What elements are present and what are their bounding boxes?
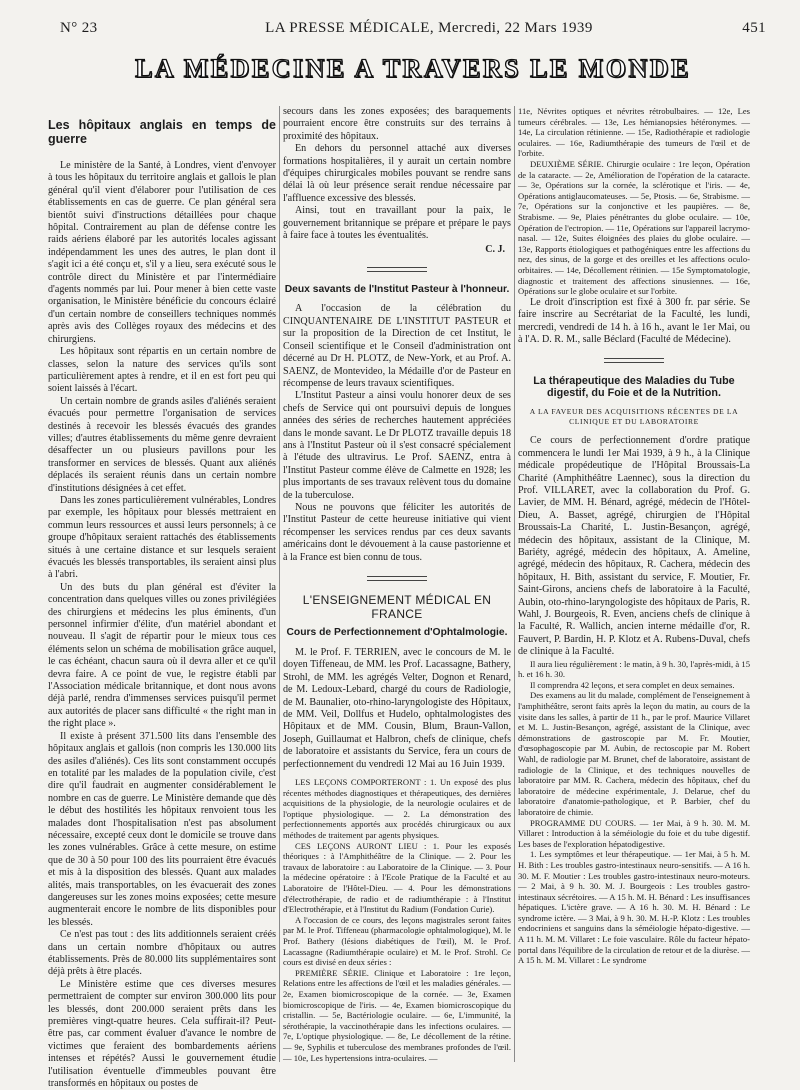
- paragraph: 11e, Névrites optiques et névrites rétrobulbaires. — 12e, Les tumeurs cérébrales. — 13e, Les hémianopsies hétéronymes. — 14e, La circulation rétinienne. — 15e, Radiothérapie et radiologie oculaires. — 16e, Radiumthérapie des tumeurs de l'œil et de l'orbite.: [518, 106, 750, 159]
- paragraph: secours dans les zones exposées; des baraquements pourraient encore être construits sur des terrains à proximité des hôpitaux.: [283, 106, 511, 142]
- paragraph: LES LEÇONS COMPORTERONT : 1. Un exposé des plus récentes méthodes diagnostiques et thérapeutiques, des dernières acquisitions de la physiologie, de la neurologie oculaires et de l'optique physiologique. — 2. La démonstration des perfectionnements apportés aux procédés chirurgicaux ou aux méthodes de traitement par agents physiques.: [283, 777, 511, 841]
- paragraph: Ainsi, tout en travaillant pour la paix, le gouvernement britannique se prépare et prépare le pays à faire face à toutes les éventualités.: [283, 205, 511, 242]
- column-divider: [279, 106, 280, 1062]
- separator: [367, 267, 427, 272]
- article-title: Deux savants de l'Institut Pasteur à l'honneur.: [284, 284, 510, 296]
- small-print-block: [518, 106, 750, 297]
- paragraph: Le droit d'inscription est fixé à 300 fr. par série. Se faire inscrire au Secrétariat de la Faculté, les lundi, mercredi, vendredi de 14 h. à 16 h., avant le 1er Mai, ou à l'A. D. R. M., salle Béclard (Faculté de Médecine).: [518, 296, 750, 345]
- paragraph: Il aura lieu régulièrement : le matin, à 9 h. 30, l'après-midi, à 15 h. et 16 h. 30.: [518, 658, 750, 680]
- article-signature: C. J.: [485, 244, 505, 256]
- paragraph: Dans les zones particulièrement vulnérables, Londres par exemple, les hôpitaux pour blessés mettraient en commun leurs ressources et aussi leurs personnels; à ce groupe d'hôpitaux seraient rattachés des établissements situés à une certaine distance et sur lesquels seraient évacués les blessés transportables, ils seraient ainsi plus à l'abri.: [48, 494, 276, 581]
- paragraph: Les hôpitaux sont répartis en un certain nombre de classes, selon la nature des services qu'ils sont particulièrement aptes à rendre, et il en est fort peu qui soient laissés à l'écart.: [48, 346, 276, 395]
- section-heading: L'ENSEIGNEMENT MÉDICAL EN FRANCE: [302, 593, 492, 621]
- paragraph: L'Institut Pasteur a ainsi voulu honorer deux de ses chefs de Service qui ont poursuivi depuis de longues années des séries de recherches hautement appréciées dans le monde savant. Le Dr PLOTZ travaille depuis 18 ans à l'Institut Pasteur où il s'est consacré spécialement à l'étude des ultravirus. Le Prof. SAENZ, entra à l'Institut Pasteur comme élève de Calmette en 1928; les plus importants de ses travaux relèvent tous du domaine de la tuberculose.: [283, 390, 511, 501]
- paragraph: CES LEÇONS AURONT LIEU : 1. Pour les exposés théoriques : à l'Amphithéâtre de la Clinique. — 2. Pour les travaux de laboratoire : au Laboratoire de la Clinique. — 3. Pour la médecine opératoire : à l'Ecole Pratique de la Faculté et au Laboratoire de l'Hôtel-Dieu. — 4. Pour les démonstrations d'électrothérapie, de radio et de radiumthérapie : à l'Institut d'Electrothérapie, et à l'Institut du Radium (Fondation Curie).: [283, 840, 511, 915]
- column-divider: [514, 106, 515, 1062]
- paragraph: Ce n'est pas tout : des lits additionnels seraient créés dans un certain nombre d'hôpitaux ou autres établissements. Près de 80.000 lits supplémentaires sont déjà prêts à être placés.: [48, 929, 276, 978]
- paragraph: Un des buts du plan général est d'éviter la concentration dans quelques villes ou zones privilégiées des chirurgiens et médecins les plus éminents, d'un personnel infirmier d'élite, d'un matériel abondant et nouveau. Il s'agit de répartir pour le mieux tous ces éléments selon un schéma de mobilisation grâce auquel, le cas échéant, chacun saura où il devra aller et ce qu'il devra faire. A ce point de vue, le registre établi par l'Association médicale britannique, et dont nous avons déjà parlé, rendra d'immenses services puisqu'il permet aux autorités de placer sans difficulté « the right man in the right place ».: [48, 581, 276, 730]
- paragraph: Le ministère de la Santé, à Londres, vient d'envoyer à tous les hôpitaux du territoire anglais et gallois le plan général qu'il vient d'élaborer pour l'utilisation de ces établissements en cas de guerre. Ce plan général sera bientôt suivi d'instructions détaillées pour chaque hôpital. Contrairement au plan de défense contre les raids aériens élaboré par les autorités locales agissant indépendamment les unes des autres, le plan dont il s'agit ici a été conçu et, s'il y a lieu, sera exécuté sous le contrôle direct du Ministère et par l'intermédiaire d'agents nommés par lui. Pour mener à bien cette vaste organisation, le Ministère bénéficie du concours éclairé d'un certain nombre de conseillers techniques nommés après avis des Collèges royaux des médecins et des chirurgiens.: [48, 160, 276, 345]
- paragraph: Il existe à présent 371.500 lits dans l'ensemble des hôpitaux anglais et gallois (non compris les 130.000 lits des asiles d'aliénés). Ces lits sont constamment occupés en totalité par les malades de la population civile, c'est dire qu'il faudrait en augmenter considérablement le nombre en cas de guerre. Le Ministère demande que dès le début des hostilités les hôpitaux renvoient tous les malades dont l'hospitalisation n'est pas absolument nécessaire, excepté ceux dont le domicile se trouve dans les zones vulnérables. Grâce à cette mesure, on estime que de 30 à 50 pour 100 des lits pourraient être évacués et mis à la disposition des blessés. Quant aux malades alités, mais transportables, on les évacuerait des zones dangereuses sur les zones moins exposées; cette mesure augmenterait encore le nombre de lits disponibles pour les blessés.: [48, 730, 276, 928]
- small-print-block: [283, 777, 511, 1063]
- section-banner: LA MÉDECINE A TRAVERS LE MONDE: [135, 54, 691, 83]
- paragraph: Ce cours de perfectionnement d'ordre pratique commencera le lundi 1er Mai 1939, à 9 h., à la Clinique médicale propédeutique de l'Hôpital Broussais-La Charité (Amphithéâtre Laennec), sous la direction du Prof. VILLARET, avec la collaboration du Prof. G. Lavier, de MM. H. Bénard, agrégé, médecin de l'Hôtel-Dieu, A. Basset, agrégé, chirurgien de l'Hôpital Broussais-La Charité, L. Justin-Besançon, agrégé, médecin des hôpitaux, assistant de la Clinique, M. Bariéty, agrégé, médecin des hôpitaux, A. Ameline, agrégé, médecin des hôpitaux, R. Cachera, médecin des hôpitaux, H. Bith, assistant du service, F. Moutier, Fr. Saint-Girons, anciens chefs de laboratoire à la Faculté, Aubin, oto-rhino-laryngologiste des hôpitaux de Paris, R. Wahl, J. Bourgeois, R. Even, anciens chefs de clinique à la Faculté, R. Wallich, ancien interne médaille d'or, R. Fauvert, P. Bardin, H. P. Klotz et A. Rubens-Duval, chefs de clinique à la Faculté.: [518, 435, 750, 658]
- running-header: [60, 20, 766, 38]
- paragraph: Le Ministère estime que ces diverses mesures permettraient de compter sur environ 300.000 lits pour les blessés, dont 200.000 seraient prêts dans les premières vingt-quatre heures. Cela suffirait-il? Peut-être pas, car comment évaluer d'avance le nombre de victimes que feraient des bombardements aériens intenses et répétés? Aussi le gouvernement étudie l'utilisation éventuelle d'immeubles pouvant être transformés en hôpitaux ou postes de: [48, 978, 276, 1090]
- article-title: La thérapeutique des Maladies du Tube digestif, du Foie et de la Nutrition.: [533, 375, 735, 400]
- issue-number: N° 23: [60, 20, 98, 36]
- small-print-block: [518, 659, 750, 966]
- paragraph: 1. Les symptômes et leur thérapeutique. — 1er Mai, à 5 h. M. H. Bith : Les troubles gastro-intestinaux neuro-sensitifs. — A 16 h. 30. M. F. Moutier : Les troubles gastro-intestinaux neuro-moteurs. — 2 Mai, à 9 h. 30. M. J. Bourgeois : Les troubles gastro-intestinaux sécrétoires. — A 15 h. M. H. Bénard : Les insuffisances hépatiques. L'ictère grave. — A 16 h. 30. M. H. Bénard : Le syndrome ictère. — 3 Mai, à 9 h. 30. M. H.-P. Klotz : Les troubles endocriniens et sanguins dans la séméiologie hépato-digestive. — A 11 h. M. M. Villaret : Le foie vasculaire. Rôle du facteur hépato-portal dans l'équilibre de la circulation de retour et de la diurèse. — A 15 h. M. M. Villaret : Le syndrome: [518, 849, 750, 966]
- paragraph: En dehors du personnel attaché aux diverses formations hospitalières, il y aurait un certain nombre d'équipes chirurgicales mobiles pouvant se rendre sans délai là où leur présence serait rendue nécessaire par l'affluence excessive des blessés.: [283, 143, 511, 204]
- paragraph: Nous ne pouvons que féliciter les autorités de l'Institut Pasteur de cette heureuse initiative qui vient récompenser les services rendus par ces deux savants américains dont le dévouement à la cause pastorienne et à la France est bien connu de tous.: [283, 501, 511, 563]
- article-subtitle: A LA FAVEUR DES ACQUISITIONS RÉCENTES DE LA CLINIQUE ET DU LABORATOIRE: [529, 407, 739, 427]
- article-title: Cours de Perfectionnement d'Ophtalmologie.: [286, 627, 508, 638]
- paragraph: PROGRAMME DU COURS. — 1er Mai, à 9 h. 30. M. M. Villaret : Introduction à la séméiologie du foie et du tube digestif. Les bases de l'exploration hépatodigestive.: [518, 817, 750, 849]
- separator: [604, 358, 664, 363]
- column-1: [48, 106, 276, 1090]
- paragraph: Il comprendra 42 leçons, et sera complet en deux semaines.: [530, 679, 735, 690]
- separator: [367, 576, 427, 581]
- article-title: Les hôpitaux anglais en temps de guerre: [48, 118, 276, 146]
- paragraph: Des examens au lit du malade, complément de l'enseignement à l'amphithéâtre, seront faits après la leçon du matin, au cours de la visite dans les salles, à partir de 11 h., par le prof. Maurice Villaret et M. L. Justin-Besançon, agrégé, assistant de la Clinique, avec démonstrations de gastroscopie par M. Fr. Moutier, d'œsophagoscopie par M. Aubin, de rectoscopie par M. Robert Wahl, de radiologie par M. Brunet, chef de laboratoire, assistant de radiologie de la Clinique, et des techniques nouvelles de laboratoire par MM. R. Cachera, médecin des hôpitaux, chef du laboratoire de médecine expérimentale, J. Delarue, chef du laboratoire d'anatomie-pathologique, et P. Barbier, chef du laboratoire de chimie.: [518, 690, 750, 817]
- column-3: [518, 106, 750, 1066]
- page-number: 451: [742, 20, 766, 36]
- paragraph: DEUXIÈME SÉRIE. Chirurgie oculaire : 1re leçon, Opération de la cataracte. — 2e, Amélioration de l'opération de la cataracte. — 3e, Opérations sur la cornée, la sclérotique et l'iris. — 4e, Opérations antiglaucomateuses. — 5e, Ptosis. — 6e, Strabisme. — 7e, Opérations sur la conjonctive et les paupières. — 8e, Strabisme. — 9e, Plaies pénétrantes du globe oculaire. — 10e, Opération de l'ectropion. — 11e, Opérations sur l'appareil lacrymo-nasal. — 12e, Suites éloignées des plaies du globe oculaire. — 13e, Rapports étiologiques et pathogéniques entre les affections du nez, des sinus, de la gorge et des oreilles et les affections oculo-orbitaires. — 14e, Décollement rétinien. — 15e Symptomatologie, diagnostic et traitement des affections sinusiennes. — 16e, Opérations sur le globe oculaire et sur l'orbite.: [518, 158, 750, 297]
- paragraph: Un certain nombre de grands asiles d'aliénés seraient évacués pour permettre l'organisation de services destinés à recevoir les blessés évacués des grandes villes; d'autres établissements du même genre devraient désaffecter un ou plusieurs pavillons pour les transformer en services de blessés. Quant aux aliénés déplacés ils seraient réunis dans un certain nombre d'institutions désignées à cet effet.: [48, 395, 276, 494]
- journal-title: LA PRESSE MÉDICALE, Mercredi, 22 Mars 1939: [265, 20, 593, 36]
- paragraph: A l'occasion de ce cours, des leçons magistrales seront faites par M. le Prof. Tiffeneau (pharmacologie ophtalmologique), M. le Prof. Bathery (lésions diabétiques de l'œil), M. le Prof. Lacassagne (Radiumthérapie oculaire) et M. le Prof. Strohl. Ce cours est divisé en deux séries :: [283, 914, 511, 968]
- column-2: [283, 106, 511, 1066]
- paragraph: M. le Prof. F. TERRIEN, avec le concours de M. le doyen Tiffeneau, de MM. les Prof. Lacassagne, Bathery, Strohl, de MM. les agrégés Velter, Dognon et Renard, de M. Ledoux-Lebard, chargé du cours de Radiologie, de M. Baunalier, oto-rhino-laryngologiste des Hôpitaux, de MM. Veil, Dollfus et Hudelo, ophtalmologistes des Hôpitaux et de MM. Cousin, Blum, Braun-Vallon, Joseph, Guillaumat et Halbron, chefs de clinique, chefs de laboratoire et assistants du Service, fera un cours de perfectionnement du vendredi 12 Mai au 16 Juin 1939.: [283, 647, 511, 770]
- paragraph: A l'occasion de la célébration du CINQUANTENAIRE DE L'INSTITUT PASTEUR et sur la proposition de la Direction de cet Institut, le Conseil scientifique et le Conseil d'administration ont décerné au Dr H. PLOTZ, de New-York, et au Prof. A. SAENZ, de Montevideo, la Médaille d'or de Pasteur en récompense de leurs travaux scientifiques.: [283, 303, 511, 389]
- paragraph: PREMIÈRE SÉRIE. Clinique et Laboratoire : 1re leçon, Relations entre les affections de l'œil et les maladies générales. — 2e, Examen biomicroscopique de la cornée. — 3e, Examen biomicroscopique de l'iris. — 4e, Examen biomicroscopique du cristallin. — 5e, Bactériologie oculaire. — 6e, L'immunité, la sérothérapie, la vaccinothérapie dans les infections oculaires. — 7e, L'optique physiologique. — 8e, Le décollement de la rétine. — 9e, Syphilis et tuberculose des membranes profondes de l'œil. — 10e, Les hypertensions intra-oculaires. —: [283, 967, 511, 1063]
